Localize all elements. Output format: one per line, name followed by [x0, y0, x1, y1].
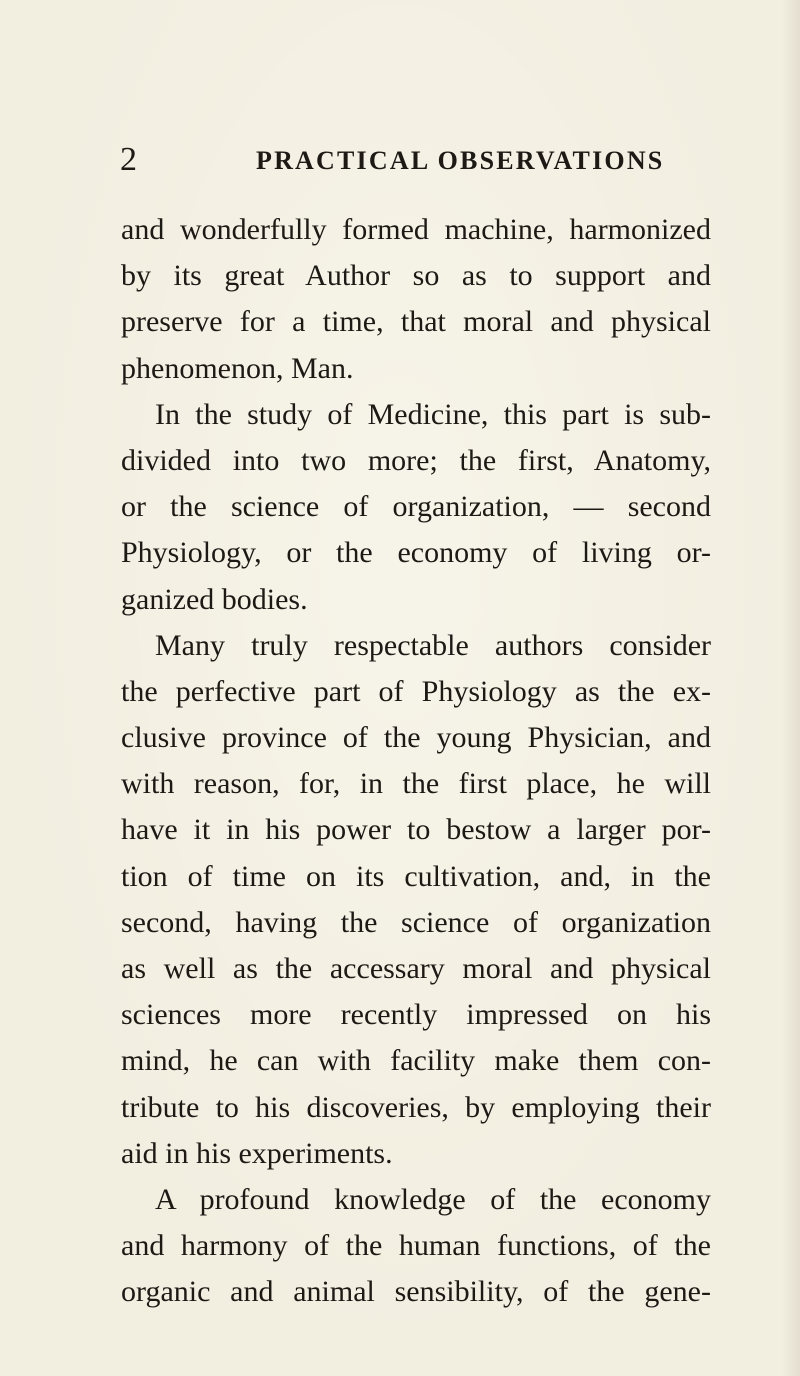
- page-edge-shadow: [782, 0, 800, 1376]
- text-line: and wonderfully formed machine, harmonized: [121, 213, 711, 246]
- text-line: tion of time on its cultivation, and, in the: [121, 859, 711, 893]
- text-line: A profound knowledge of the economy: [155, 1182, 711, 1216]
- text-line: divided into two more; the first, Anatomy,: [121, 443, 711, 477]
- text-line: Physiology, or the economy of living or-: [121, 536, 711, 570]
- text-line: the perfective part of Physiology as the ex-: [121, 674, 711, 708]
- text-line: and harmony of the human functions, of the: [121, 1229, 711, 1263]
- text-line: ganized bodies.: [121, 582, 308, 616]
- text-line: with reason, for, in the first place, he will: [121, 767, 711, 801]
- text-line: preserve for a time, that moral and physical: [121, 305, 711, 339]
- text-line: sciences more recently impressed on his: [121, 998, 711, 1032]
- page-number: 2: [120, 141, 137, 178]
- text-line: second, having the science of organization: [121, 905, 711, 939]
- running-title: PRACTICAL OBSERVATIONS: [256, 146, 665, 175]
- text-line: or the science of organization, — second: [121, 490, 711, 524]
- text-line: by its great Author so as to support and: [121, 259, 711, 293]
- text-line: organic and animal sensibility, of the gene-: [121, 1275, 711, 1309]
- text-line: as well as the accessary moral and physical: [121, 952, 711, 985]
- text-line: clusive province of the young Physician, and: [121, 721, 711, 755]
- running-head: [120, 140, 720, 180]
- text-line: tribute to his discoveries, by employing their: [121, 1090, 711, 1124]
- text-line: Many truly respectable authors consider: [155, 628, 711, 662]
- body-text: [121, 207, 711, 1316]
- text-line: phenomenon, Man.: [121, 351, 354, 385]
- text-line: In the study of Medicine, this part is sub-: [155, 397, 711, 431]
- text-line: aid in his experiments.: [121, 1136, 393, 1170]
- text-line: have it in his power to bestow a larger por-: [121, 813, 711, 847]
- text-line: mind, he can with facility make them con-: [121, 1044, 711, 1078]
